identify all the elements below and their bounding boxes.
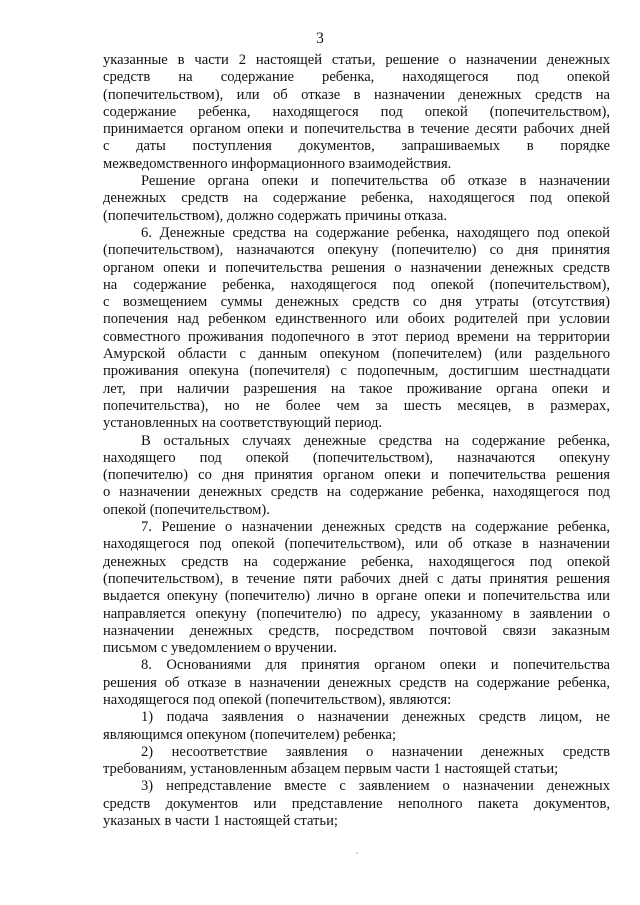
text-line: содержание ребенка, находящегося под опекой (попечительством), <box>103 103 610 120</box>
text-line: назначении денежных средств, посредством почтовой связи заказным <box>103 622 610 639</box>
text-line: В остальных случаях денежные средства на содержание ребенка, <box>141 432 610 449</box>
text-line: принимается органом опеки и попечительства в течение десяти рабочих дней <box>103 121 610 138</box>
text-line: (попечительством), в течение пяти рабочих дней с даты принятия решения <box>103 570 610 587</box>
text-line: указанные в части 2 настоящей статьи, решение о назначении денежных <box>103 52 610 68</box>
text-line: Решение органа опеки и попечительства об отказе в назначении <box>141 173 610 190</box>
text-line: выдается опекуну (попечителю) лично в органе опеки и попечительства или <box>103 588 610 605</box>
text-line: находящего под опекой (попечительством), назначаются опекуну <box>103 449 610 466</box>
text-line: находящегося под опекой (попечительством), являются: <box>103 691 452 708</box>
text-line: 1) подача заявления о назначении денежных средств лицом, не <box>141 709 610 726</box>
text-line: попечительства), но не более чем за шесть месяцев, в размерах, <box>103 397 610 414</box>
text-line: 3) непредставление вместе с заявлением о назначении денежных <box>141 778 610 795</box>
document-body <box>103 52 610 830</box>
text-line: (попечительством), или об отказе в назначении денежных средств на <box>103 86 610 103</box>
text-line: являющимся опекуном (попечителем) ребенка; <box>103 726 397 743</box>
text-line: органом опеки и попечительства решения о назначении денежных средств <box>103 259 610 276</box>
page-number: 3 <box>316 30 324 47</box>
text-line: 6. Денежные средства на содержание ребенка, находящего под опекой <box>141 224 610 241</box>
text-line: попечения над ребенком единственного или обоих родителей при условии <box>103 311 610 328</box>
text-line: (попечительством), назначаются опекуну (попечителю) со дня принятия <box>103 242 610 259</box>
text-line: проживания опекуна (попечителя) с подопечным, достигшим шестнадцати <box>103 363 610 380</box>
text-line: установленных на соответствующий период. <box>103 415 383 432</box>
text-line: совместного проживания подопечного в этот период времени на территории <box>103 328 610 345</box>
text-line: письмом с уведомлением о вручении. <box>103 640 337 657</box>
text-line: направляется опекуну (попечителю) по адресу, указанному в заявлении о <box>103 605 610 622</box>
text-line: денежных средств на содержание ребенка, находящегося под опекой <box>103 553 610 570</box>
text-line: с возмещением суммы денежных средств со дня утраты (отсутствия) <box>103 294 610 311</box>
text-line: решения об отказе в назначении денежных средств на содержание ребенка, <box>103 674 610 691</box>
text-line: 2) несоответствие заявления о назначении денежных средств <box>141 743 610 760</box>
text-line: о назначении денежных средств на содержание ребенка, находящегося под <box>103 484 610 501</box>
text-line: (попечительством), должно содержать причины отказа. <box>103 207 448 224</box>
scan-speck <box>356 852 358 854</box>
text-line: средств на содержание ребенка, находящегося под опекой <box>103 69 610 86</box>
text-line: Амурской области с данным опекуном (попечителем) (или раздельного <box>103 346 610 363</box>
text-line: межведомственного информационного взаимодействия. <box>103 155 452 172</box>
text-line: требованиям, установленным абзацем первым части 1 настоящей статьи; <box>103 761 559 778</box>
text-line: с даты поступления документов, запрашиваемых в порядке <box>103 138 610 155</box>
text-line: 8. Основаниями для принятия органом опеки и попечительства <box>141 657 610 674</box>
text-line: денежных средств на содержание ребенка, находящегося под опекой <box>103 190 610 207</box>
text-line: средств документов или представление неполного пакета документов, <box>103 795 610 812</box>
text-line: на содержание ребенка, находящегося под опекой (попечительством), <box>103 276 610 293</box>
text-line: 7. Решение о назначении денежных средств на содержание ребенка, <box>141 519 610 536</box>
text-line: находящегося под опекой (попечительством), или об отказе в назначении <box>103 536 610 553</box>
text-line: (попечителю) со дня принятия органом опеки и попечительства решения <box>103 467 610 484</box>
text-line: указаных в части 1 настоящей статьи; <box>103 813 338 830</box>
text-line: лет, при наличии разрешения на такое проживание органа опеки и <box>103 380 610 397</box>
text-line: опекой (попечительством). <box>103 501 270 518</box>
